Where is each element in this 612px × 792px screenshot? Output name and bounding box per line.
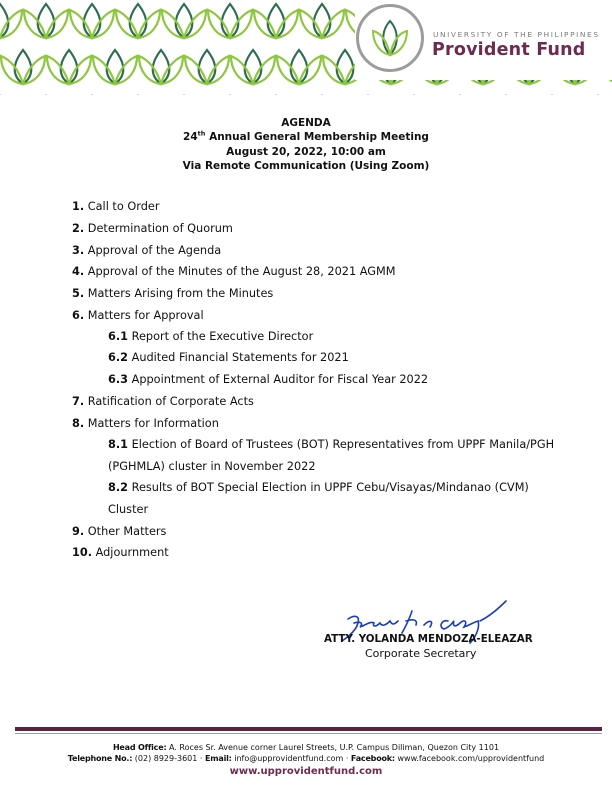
phone-value: (02) 8929-3601 · <box>132 754 205 763</box>
email-label: Email: <box>204 754 232 763</box>
signatory-name: ATTY. YOLANDA MENDOZA-ELEAZAR <box>324 633 533 645</box>
agenda-subitem: 8.1 Election of Board of Trustees (BOT) Representatives from UPPF Manila/PGH <box>108 438 555 451</box>
footer-divider <box>15 727 602 731</box>
facebook-label: Facebook: <box>350 754 395 763</box>
footer-divider-thin <box>15 733 602 734</box>
phone-label: Telephone No.: <box>67 754 133 763</box>
agenda-item: 4. Approval of the Minutes of the August 28, 2021 AGMM <box>72 265 396 278</box>
agenda-item: 3. Approval of the Agenda <box>72 244 222 257</box>
university-name: UNIVERSITY OF THE PHILIPPINES <box>433 30 600 39</box>
agenda-title: AGENDA <box>281 117 331 129</box>
signatory-title: Corporate Secretary <box>365 647 477 660</box>
email-value[interactable]: info@upprovidentfund.com · <box>231 754 351 763</box>
agenda-item: 5. Matters Arising from the Minutes <box>72 287 274 300</box>
meeting-ordinal: 24 <box>183 131 198 144</box>
agenda-subitem-continuation: (PGHMLA) cluster in November 2022 <box>108 460 316 473</box>
office-label: Head Office: <box>112 743 167 752</box>
agenda-subitem-continuation: Cluster <box>108 503 149 516</box>
meeting-date: August 20, 2022, 10:00 am <box>226 145 386 158</box>
agenda-subitem: 6.2 Audited Financial Statements for 2021 <box>108 351 349 364</box>
brand-name: Provident Fund <box>432 40 586 60</box>
agenda-item: 10. Adjournment <box>72 546 169 559</box>
agenda-subitem: 6.1 Report of the Executive Director <box>108 330 314 343</box>
ordinal-suffix: th <box>197 129 206 138</box>
facebook-link[interactable]: www.facebook.com/upprovidentfund <box>394 754 545 763</box>
office-address: A. Roces Sr. Avenue corner Laurel Streets, U.P. Campus Diliman, Quezon City 1101 <box>166 743 500 752</box>
agenda-item: 9. Other Matters <box>72 525 167 538</box>
agenda-heading <box>100 116 512 173</box>
meeting-name-text: Annual General Membership Meeting <box>205 131 429 144</box>
agenda-item: 6. Matters for Approval <box>72 309 204 322</box>
agenda-item: 2. Determination of Quorum <box>72 222 233 235</box>
meeting-venue: Via Remote Communication (Using Zoom) <box>182 159 430 172</box>
meeting-name <box>100 130 512 144</box>
footer-address <box>40 743 572 752</box>
agenda-subitem: 8.2 Results of BOT Special Election in UPPF Cebu/Visayas/Mindanao (CVM) <box>108 481 529 494</box>
agenda-item: 1. Call to Order <box>72 200 160 213</box>
agenda-item: 7. Ratification of Corporate Acts <box>72 395 254 408</box>
agenda-item: 8. Matters for Information <box>72 417 219 430</box>
footer-contacts <box>40 754 572 763</box>
website-link[interactable]: www.upprovidentfund.com <box>229 766 383 777</box>
logo-emblem-icon <box>356 4 424 72</box>
agenda-subitem: 6.3 Appointment of External Auditor for Fiscal Year 2022 <box>108 373 429 386</box>
